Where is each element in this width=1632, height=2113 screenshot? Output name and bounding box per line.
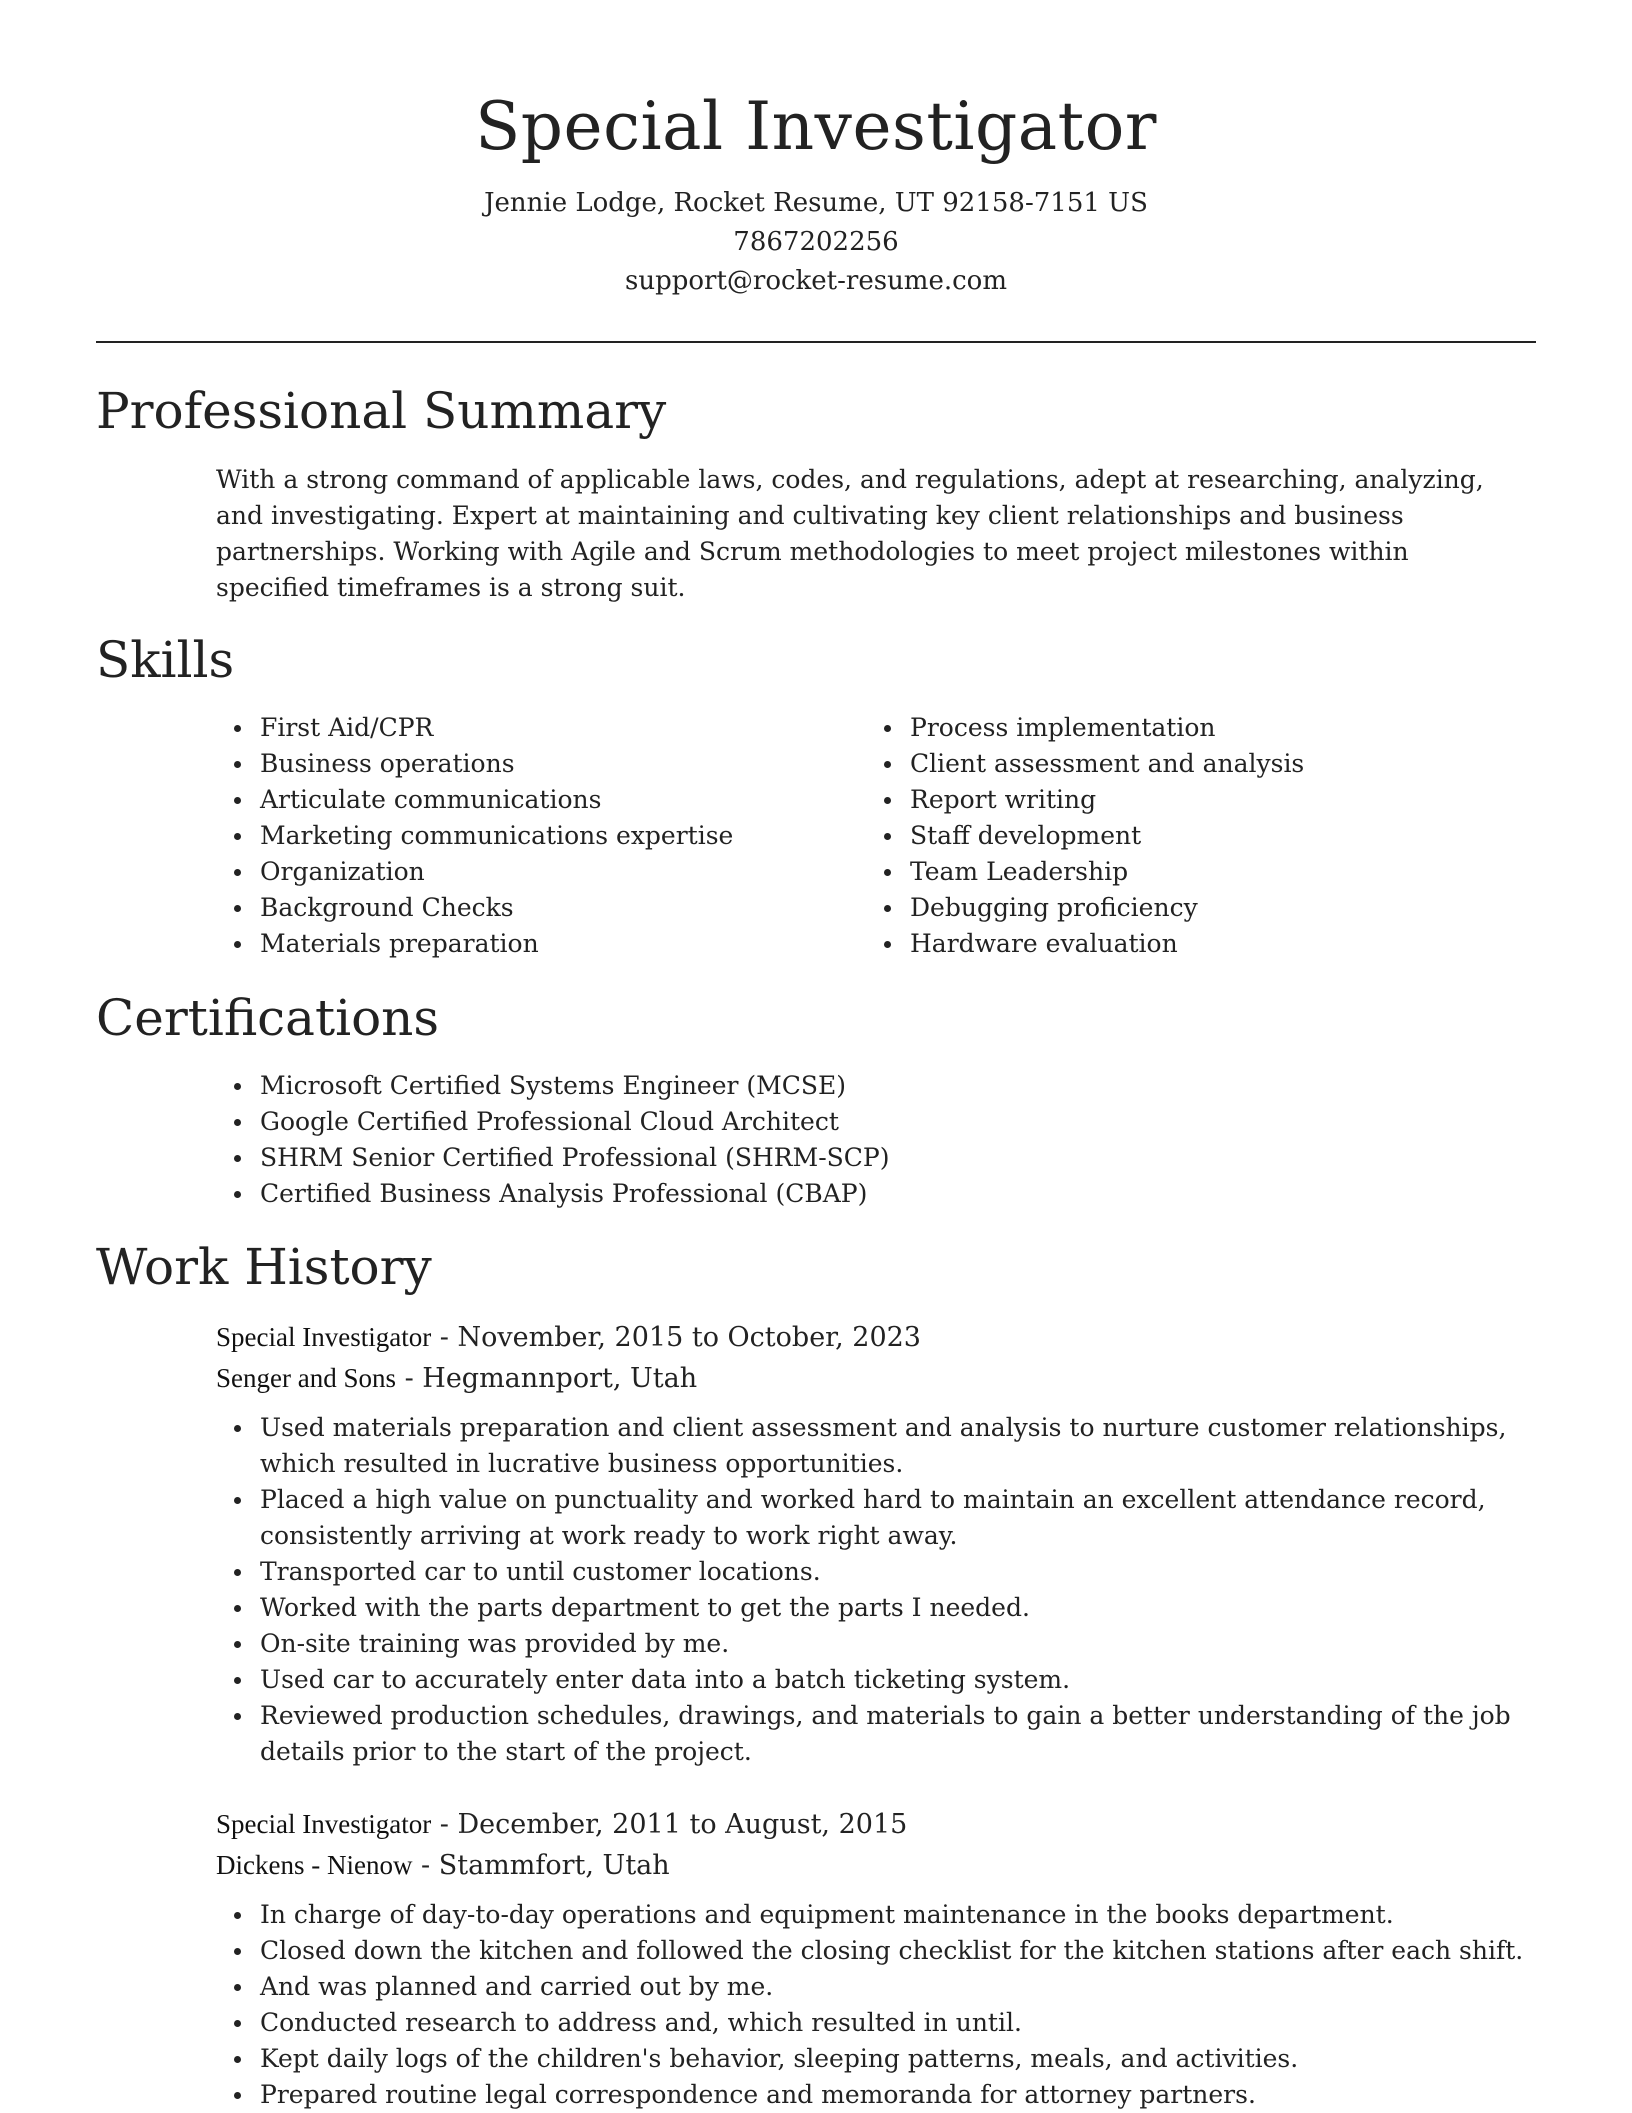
job-company: Senger and Sons	[216, 1363, 396, 1393]
certification-item: Certified Business Analysis Professional (CBAP)	[216, 1176, 1516, 1212]
certifications-list	[216, 1068, 1516, 1212]
resume-header	[0, 0, 1632, 301]
job-bullets	[216, 1897, 1526, 2113]
job-title-line	[216, 1804, 1526, 1845]
job-bullet: Placed a high value on punctuality and worked hard to maintain an excellent attendance record, consistently arriving at work ready to work right away.	[216, 1482, 1526, 1554]
contact-info	[0, 184, 1632, 301]
contact-phone: 7867202256	[733, 227, 899, 257]
certification-item: SHRM Senior Certified Professional (SHRM-SCP)	[216, 1140, 1516, 1176]
skill-item: Staff development	[866, 818, 1486, 854]
contact-address: Jennie Lodge, Rocket Resume, UT 92158-7151 US	[484, 188, 1148, 218]
job-role: Special Investigator	[216, 1322, 432, 1352]
skill-item: Marketing communications expertise	[216, 818, 836, 854]
work-history-heading: Work History	[96, 1238, 432, 1296]
job-bullet: Transported car to until customer locations.	[216, 1554, 1526, 1590]
job-bullet: On-site training was provided by me.	[216, 1626, 1526, 1662]
skill-item: Background Checks	[216, 890, 836, 926]
job-bullet: Used car to accurately enter data into a batch ticketing system.	[216, 1662, 1526, 1698]
skill-item: Articulate communications	[216, 782, 836, 818]
skills-left-column	[216, 710, 836, 962]
job-bullet: Prepared routine legal correspondence and memoranda for attorney partners.	[216, 2077, 1526, 2113]
job-bullets	[216, 1410, 1526, 1770]
job-bullet: Closed down the kitchen and followed the closing checklist for the kitchen stations after each shift.	[216, 1933, 1526, 1969]
job-dates: - December, 2011 to August, 2015	[431, 1809, 908, 1840]
job-company: Dickens - Nienow	[216, 1850, 413, 1880]
job-bullet: In charge of day-to-day operations and equipment maintenance in the books department.	[216, 1897, 1526, 1933]
job-bullet: Worked with the parts department to get the parts I needed.	[216, 1590, 1526, 1626]
job-role: Special Investigator	[216, 1809, 432, 1839]
job-company-line	[216, 1845, 1526, 1886]
skill-item: Business operations	[216, 746, 836, 782]
job-bullet: Conducted research to address and, which resulted in until.	[216, 2005, 1526, 2041]
skill-item: Team Leadership	[866, 854, 1486, 890]
job-location: - Hegmannport, Utah	[395, 1363, 698, 1394]
certification-item: Google Certified Professional Cloud Architect	[216, 1104, 1516, 1140]
skill-item: Process implementation	[866, 710, 1486, 746]
job-company-line	[216, 1358, 1526, 1399]
job-location: - Stammfort, Utah	[412, 1850, 670, 1881]
job-bullet: Used materials preparation and client assessment and analysis to nurture customer relationships, which resulted in lucrative business opportunities.	[216, 1410, 1526, 1482]
job-bullet: And was planned and carried out by me.	[216, 1969, 1526, 2005]
job-title-line	[216, 1317, 1526, 1358]
summary-heading: Professional Summary	[96, 382, 667, 440]
job-dates: - November, 2015 to October, 2023	[431, 1322, 921, 1353]
header-divider	[96, 341, 1536, 343]
certification-item: Microsoft Certified Systems Engineer (MCSE)	[216, 1068, 1516, 1104]
candidate-title: Special Investigator	[475, 88, 1157, 165]
job-bullet: Reviewed production schedules, drawings, and materials to gain a better understanding of the job details prior to the start of the project.	[216, 1698, 1526, 1770]
skills-right-column	[866, 710, 1486, 962]
skills-heading: Skills	[96, 631, 235, 689]
skill-item: Materials preparation	[216, 926, 836, 962]
job-entry	[216, 1804, 1526, 2113]
skill-item: Organization	[216, 854, 836, 890]
contact-email: support@rocket-resume.com	[624, 266, 1007, 296]
skill-item: Debugging proficiency	[866, 890, 1486, 926]
job-entry	[216, 1317, 1526, 1770]
skill-item: Hardware evaluation	[866, 926, 1486, 962]
skill-item: Client assessment and analysis	[866, 746, 1486, 782]
certifications-heading: Certifications	[96, 989, 440, 1047]
job-bullet: Kept daily logs of the children's behavior, sleeping patterns, meals, and activities.	[216, 2041, 1526, 2077]
skill-item: Report writing	[866, 782, 1486, 818]
skill-item: First Aid/CPR	[216, 710, 836, 746]
summary-text: With a strong command of applicable laws, codes, and regulations, adept at researching, analyzing, and investigating. Expert at maintaining and cultivating key client relationships and business partnerships. Working with Agile and Scrum methodologies to meet project milestones within specified timeframes is a strong suit.	[216, 465, 1484, 602]
